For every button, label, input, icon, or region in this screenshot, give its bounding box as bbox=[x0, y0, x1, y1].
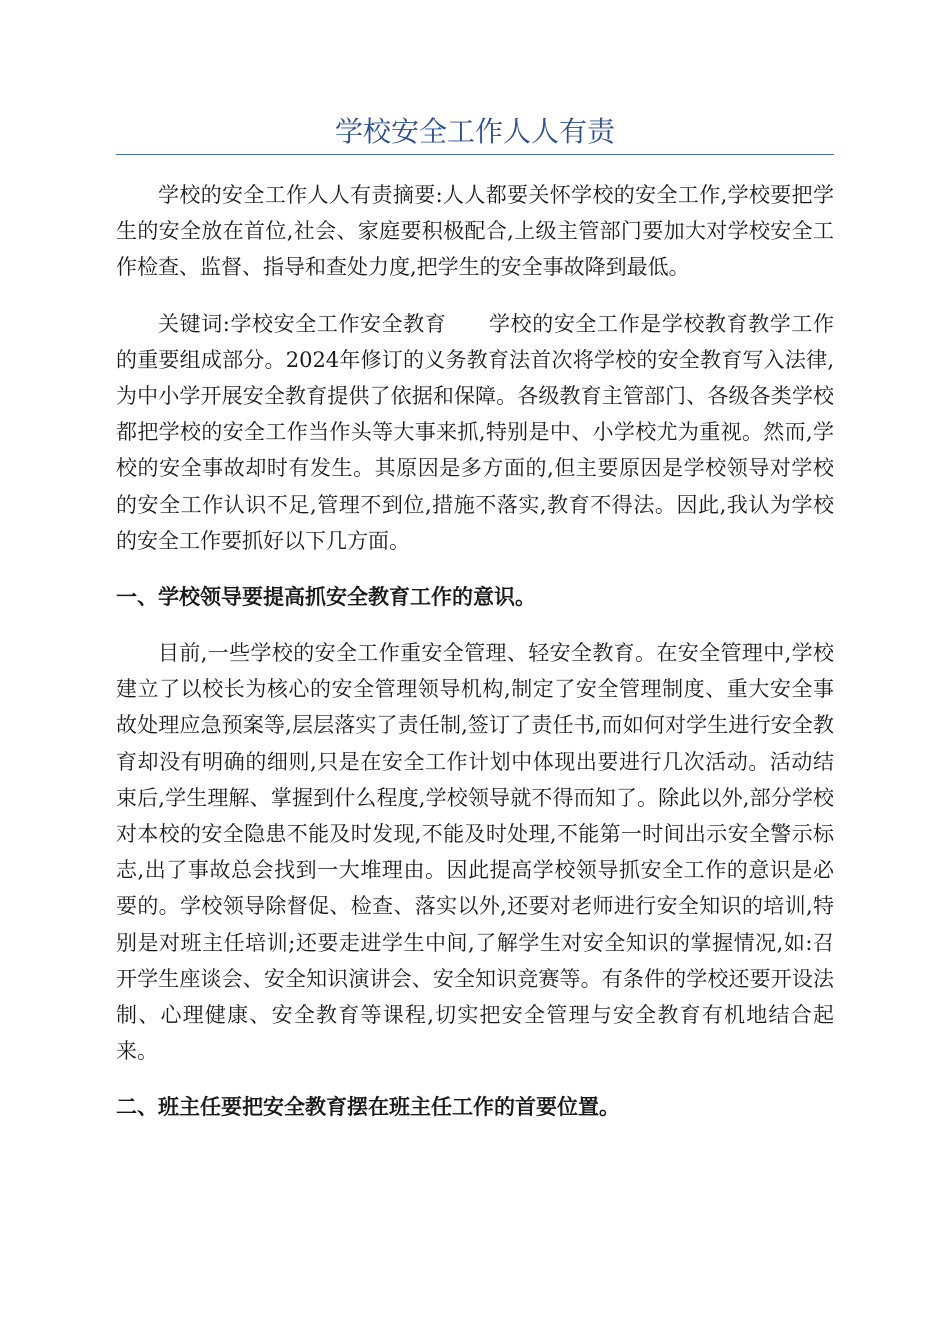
keywords-intro-paragraph bbox=[116, 306, 834, 559]
document-body bbox=[116, 177, 834, 1125]
section-2-heading: 二、班主任要把安全教育摆在班主任工作的首要位置。 bbox=[116, 1095, 620, 1120]
section-1-heading: 一、学校领导要提高抓安全教育工作的意识。 bbox=[116, 585, 536, 610]
intro-text: 学校的安全工作是学校教育教学工作的重要组成部分。2024年修订的义务教育法首次将学校的安全教育写入法律,为中小学开展安全教育提供了依据和保障。各级教育主管部门、各级各类学校都把学校的安全工作当作头等大事来抓,特别是中、小学校尤为重视。然而,学校的安全事故却时有发生。其原因是多方面的,但主要原因是学校领导对学校的安全工作认识不足,管理不到位,措施不落实,教育不得法。因此,我认为学校的安全工作要抓好以下几方面。 bbox=[116, 311, 834, 553]
document-title: 学校安全工作人人有责 bbox=[334, 115, 615, 148]
keywords-label: 关键词:学校安全工作安全教育 bbox=[158, 311, 447, 336]
title-underline bbox=[116, 154, 834, 155]
section-1-paragraph: 目前,一些学校的安全工作重安全管理、轻安全教育。在安全管理中,学校建立了以校长为核心的安全管理领导机构,制定了安全管理制度、重大安全事故处理应急预案等,层层落实了责任制,签订了责任书,而如何对学生进行安全教育却没有明确的细则,只是在安全工作计划中体现出要进行几次活动。活动结束后,学生理解、掌握到什么程度,学校领导就不得而知了。除此以外,部分学校对本校的安全隐患不能及时发现,不能及时处理,不能第一时间出示安全警示标志,出了事故总会找到一大堆理由。因此提高学校领导抓安全工作的意识是必要的。学校领导除督促、检查、落实以外,还要对老师进行安全知识的培训,特别是对班主任培训;还要走进学生中间,了解学生对安全知识的掌握情况,如:召开学生座谈会、安全知识演讲会、安全知识竞赛等。有条件的学校还要开设法制、心理健康、安全教育等课程,切实把安全管理与安全教育有机地结合起来。 bbox=[116, 641, 834, 1064]
abstract-paragraph: 学校的安全工作人人有责摘要:人人都要关怀学校的安全工作,学校要把学生的安全放在首位,社会、家庭要积极配合,上级主管部门要加大对学校安全工作检查、监督、指导和查处力度,把学生的安全事故降到最低。 bbox=[116, 183, 834, 280]
